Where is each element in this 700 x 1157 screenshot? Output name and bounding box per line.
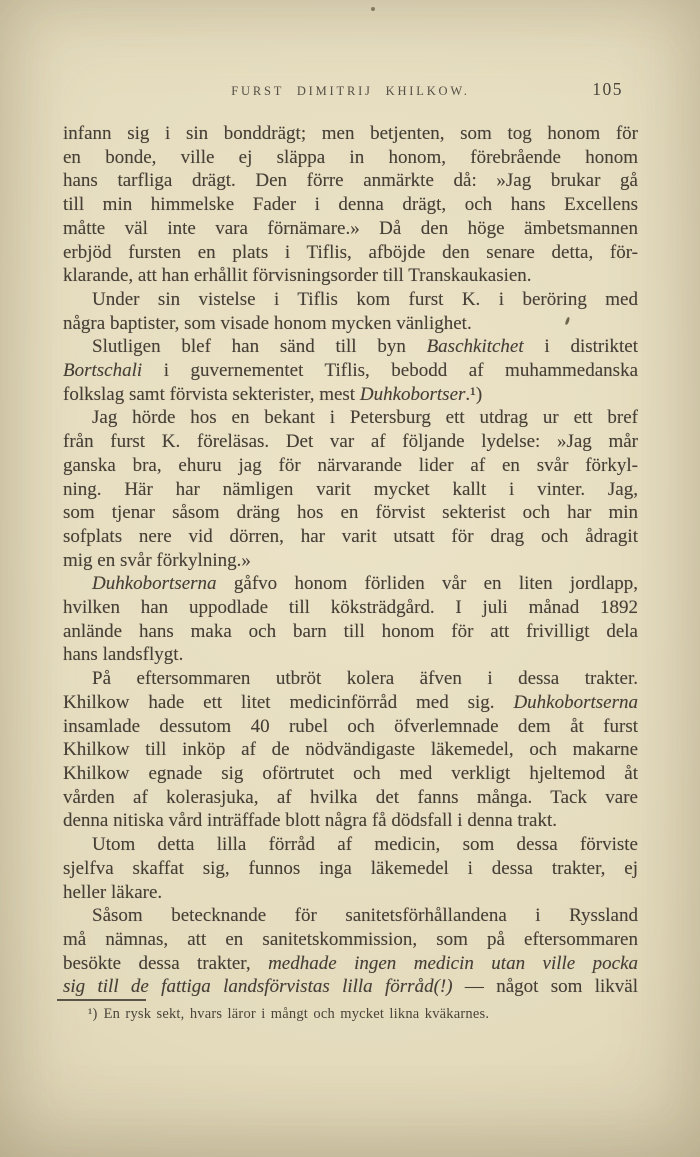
text-line <box>63 169 638 193</box>
text-line <box>63 217 638 241</box>
text-segment: insamlade dessutom 40 rubel och öfverlemnade dem åt furst <box>63 715 638 737</box>
text-segment: Khilkow till inköp af de nödvändigaste läkemedel, och makarne <box>63 739 638 761</box>
text-line <box>63 454 638 478</box>
text-line <box>63 762 638 786</box>
text-line <box>63 146 638 170</box>
text-segment: Jag hörde hos en bekant i Petersburg ett utdrag ur ett bref <box>92 407 638 429</box>
footnote <box>57 999 622 1023</box>
text-segment: erbjöd fursten en plats i Tiflis, afböjde den senare detta, för- <box>63 241 638 263</box>
text-line <box>63 643 638 667</box>
text-segment: folkslag samt förvista sekterister, mest <box>63 383 360 405</box>
paragraph <box>63 406 638 572</box>
text-line <box>63 478 638 502</box>
text-segment: måtte väl inte vara förnämare.» Då den höge ämbetsmannen <box>63 217 638 239</box>
text-line <box>63 549 638 573</box>
text-line <box>63 383 638 407</box>
italic-text-segment: Duhkobortserna <box>513 691 638 713</box>
text-segment: klarande, att han erhållit förvisningsorder till Transkaukasien. <box>63 265 532 287</box>
paragraph <box>63 904 638 999</box>
text-segment: heller läkare. <box>63 881 163 903</box>
text-segment: denna nitiska vård inträffade blott några få dödsfall i denna trakt. <box>63 810 557 832</box>
text-segment: besökte dessa trakter, <box>63 952 269 974</box>
text-segment: Utom detta lilla förråd af medicin, som dessa förviste <box>92 834 638 856</box>
text-line <box>63 833 638 857</box>
paragraph <box>63 335 638 406</box>
text-segment: Såsom betecknande för sanitetsförhållandena i Ryssland <box>92 905 638 927</box>
text-line <box>63 525 638 549</box>
text-segment: vården af kolerasjuka, af hvilka det fanns många. Tack vare <box>63 786 638 808</box>
footnote-marker: ¹) <box>88 1006 98 1022</box>
text-segment: Khilkow egnade sig oförtrutet och med verkligt hjeltemod åt <box>63 762 638 784</box>
text-line <box>63 501 638 525</box>
italic-text-segment: medhade ingen medicin utan ville pocka <box>268 952 639 974</box>
text-line <box>63 359 638 383</box>
text-segment: i guvernementet Tiflis, bebodd af muhammedanska <box>142 360 638 382</box>
footnote-text-line <box>57 1006 622 1023</box>
paragraph <box>63 572 638 667</box>
text-line <box>63 715 638 739</box>
text-line <box>63 596 638 620</box>
text-segment: På eftersommaren utbröt kolera äfven i dessa trakter. <box>92 668 638 690</box>
text-line <box>63 620 638 644</box>
text-segment: från furst K. föreläsas. Det var af följande lydelse: »Jag mår <box>63 431 638 453</box>
text-segment: må nämnas, att en sanitetskommission, som på eftersommaren <box>63 928 638 950</box>
text-line <box>63 952 638 976</box>
text-segment: anlände hans maka och barn till honom för att frivilligt dela <box>63 620 638 642</box>
paragraph <box>63 288 638 335</box>
italic-text-segment: sig till de fattiga landsförvistas lilla förråd(!) <box>63 976 453 998</box>
running-header: FURST DIMITRIJ KHILKOW. <box>231 84 470 98</box>
text-line <box>63 193 638 217</box>
text-segment: hans landsflygt. <box>63 644 184 666</box>
text-line <box>63 667 638 691</box>
italic-text-segment: Duhkobortserna <box>92 573 217 595</box>
text-segment: Slutligen blef han sänd till byn <box>92 336 427 358</box>
italic-text-segment: Baschkitchet <box>426 336 524 358</box>
text-line <box>63 928 638 952</box>
scan-speck <box>371 7 375 11</box>
text-line <box>63 809 638 833</box>
text-segment: Under sin vistelse i Tiflis kom furst K. i beröring med <box>92 288 638 310</box>
text-segment: Khilkow hade ett litet medicinförråd med sig. <box>63 691 514 713</box>
text-line <box>63 691 638 715</box>
text-segment: .¹) <box>465 383 483 405</box>
text-line <box>63 430 638 454</box>
text-line <box>63 122 638 146</box>
text-segment: i distriktet <box>523 336 638 358</box>
text-line <box>63 904 638 928</box>
text-line <box>63 786 638 810</box>
text-line <box>63 312 638 336</box>
text-segment: infann sig i sin bonddrägt; men betjenten, som tog honom för <box>63 123 638 144</box>
text-line <box>63 264 638 288</box>
paragraph <box>63 667 638 833</box>
paragraph <box>63 122 638 288</box>
text-segment: ganska bra, ehuru jag för närvarande lider af en svår förkyl- <box>63 454 638 476</box>
text-segment: sjelfva skaffat sig, funnos inga läkemedel i dessa trakter, ej <box>63 857 638 879</box>
italic-text-segment: Duhkobortser <box>359 383 466 405</box>
text-line <box>63 857 638 881</box>
text-segment: en bonde, ville ej släppa in honom, förebrående honom <box>63 146 638 168</box>
text-line <box>63 288 638 312</box>
footnote-rule <box>57 999 146 1001</box>
text-line <box>63 738 638 762</box>
page-number: 105 <box>592 79 623 99</box>
text-segment: ning. Här har nämligen varit mycket kallt i vinter. Jag, <box>63 478 638 500</box>
text-segment: till min himmelske Fader i denna drägt, och hans Excellens <box>63 194 638 216</box>
text-block <box>63 122 638 999</box>
text-line <box>63 975 638 999</box>
text-segment: som tjenar såsom dräng hos en förvist sekterist och har min <box>63 502 638 524</box>
text-segment: några baptister, som visade honom mycken vänlighet. <box>63 312 472 334</box>
text-segment: mig en svår förkylning.» <box>63 549 251 571</box>
text-line <box>63 406 638 430</box>
paragraph <box>63 833 638 904</box>
text-segment: hvilken han uppodlade till köksträdgård. I juli månad 1892 <box>63 597 638 619</box>
text-line <box>63 241 638 265</box>
text-segment: sofplats nere vid dörren, har varit utsatt för drag och ådragit <box>63 525 638 547</box>
text-line <box>63 572 638 596</box>
text-segment: — något som likväl <box>452 976 639 998</box>
footnote-text: En rysk sekt, hvars läror i mångt och mycket likna kväkarnes. <box>103 1006 490 1022</box>
text-line <box>63 881 638 905</box>
italic-text-segment: Bortschali <box>63 360 143 382</box>
text-segment: hans tarfliga drägt. Den förre anmärkte då: »Jag brukar gå <box>63 170 638 192</box>
text-segment: gåfvo honom förliden vår en liten jordlapp, <box>216 573 638 595</box>
text-line <box>63 335 638 359</box>
